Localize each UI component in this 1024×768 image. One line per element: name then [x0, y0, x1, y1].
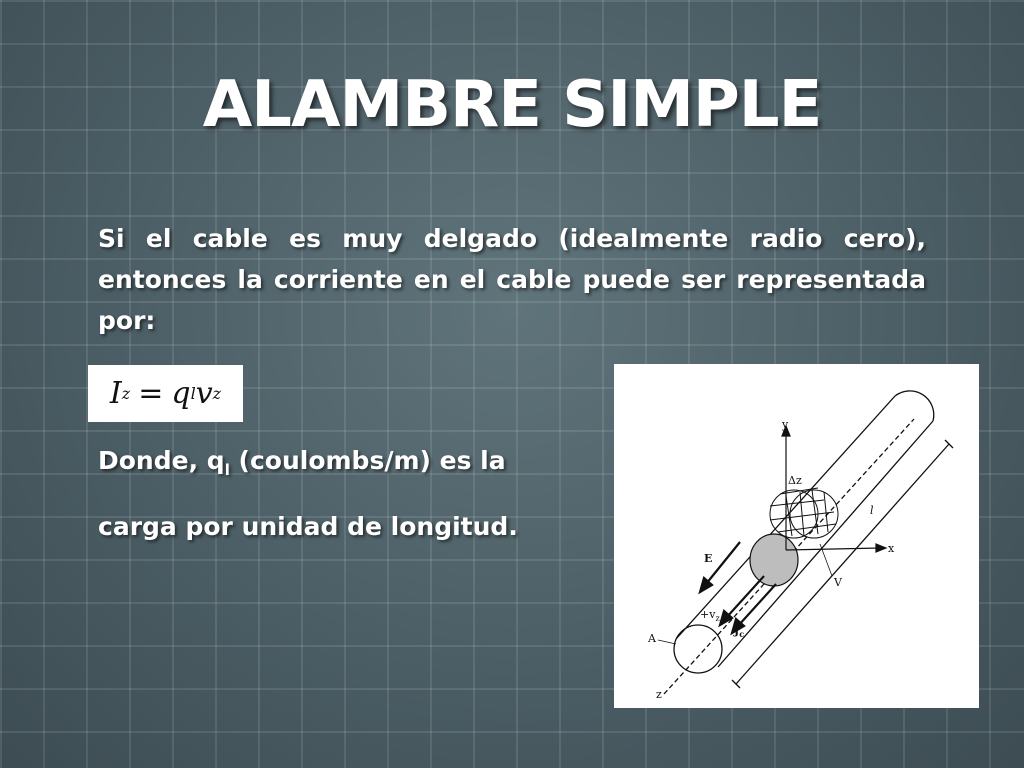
- formula-I: I: [109, 376, 122, 411]
- formula-equals: =: [138, 376, 164, 411]
- label-plus-vz: [700, 608, 720, 623]
- label-delta-z: Δz: [788, 474, 802, 487]
- wire-diagram: [614, 364, 979, 708]
- Jc-arrow: [738, 584, 776, 626]
- formula-q: q: [171, 376, 191, 411]
- slide-title: ALAMBRE SIMPLE: [202, 68, 822, 142]
- wire-end-near: [674, 625, 722, 673]
- label-z: z: [656, 688, 662, 701]
- formula-I-sub: z: [121, 384, 131, 403]
- formula-v: v: [195, 376, 213, 411]
- carga-line: carga por unidad de longitud.: [98, 512, 518, 541]
- donde-sub: l: [224, 461, 230, 479]
- label-V: V: [834, 576, 842, 589]
- label-plus-v: +v: [700, 608, 716, 621]
- donde-suffix: (coulombs/m) es la: [229, 446, 506, 475]
- delta-z-segment: [770, 488, 838, 538]
- wire-end-far: [895, 391, 934, 421]
- wire-edge-bottom: [718, 421, 933, 667]
- label-x: x: [888, 542, 895, 555]
- label-A: A: [648, 632, 656, 645]
- current-formula: [88, 365, 243, 422]
- wire-diagram-svg: [614, 364, 979, 708]
- label-vz-sub: z: [715, 614, 720, 623]
- label-Jc-sub: c: [739, 629, 745, 639]
- donde-line: [98, 446, 506, 479]
- x-axis: [786, 548, 880, 550]
- label-E: E: [704, 552, 713, 565]
- donde-prefix: Donde, q: [98, 446, 225, 475]
- label-J: J: [734, 624, 740, 637]
- formula-q-sub: l: [190, 384, 196, 403]
- intro-paragraph: Si el cable es muy delgado (idealmente radio cero), entonces la corriente en el cable puede ser representada por:: [98, 224, 926, 335]
- label-y: y: [782, 418, 789, 431]
- vz-arrow: [726, 576, 764, 618]
- formula-v-sub: z: [212, 384, 222, 403]
- label-l: l: [870, 504, 874, 517]
- cross-section-V: [750, 534, 798, 586]
